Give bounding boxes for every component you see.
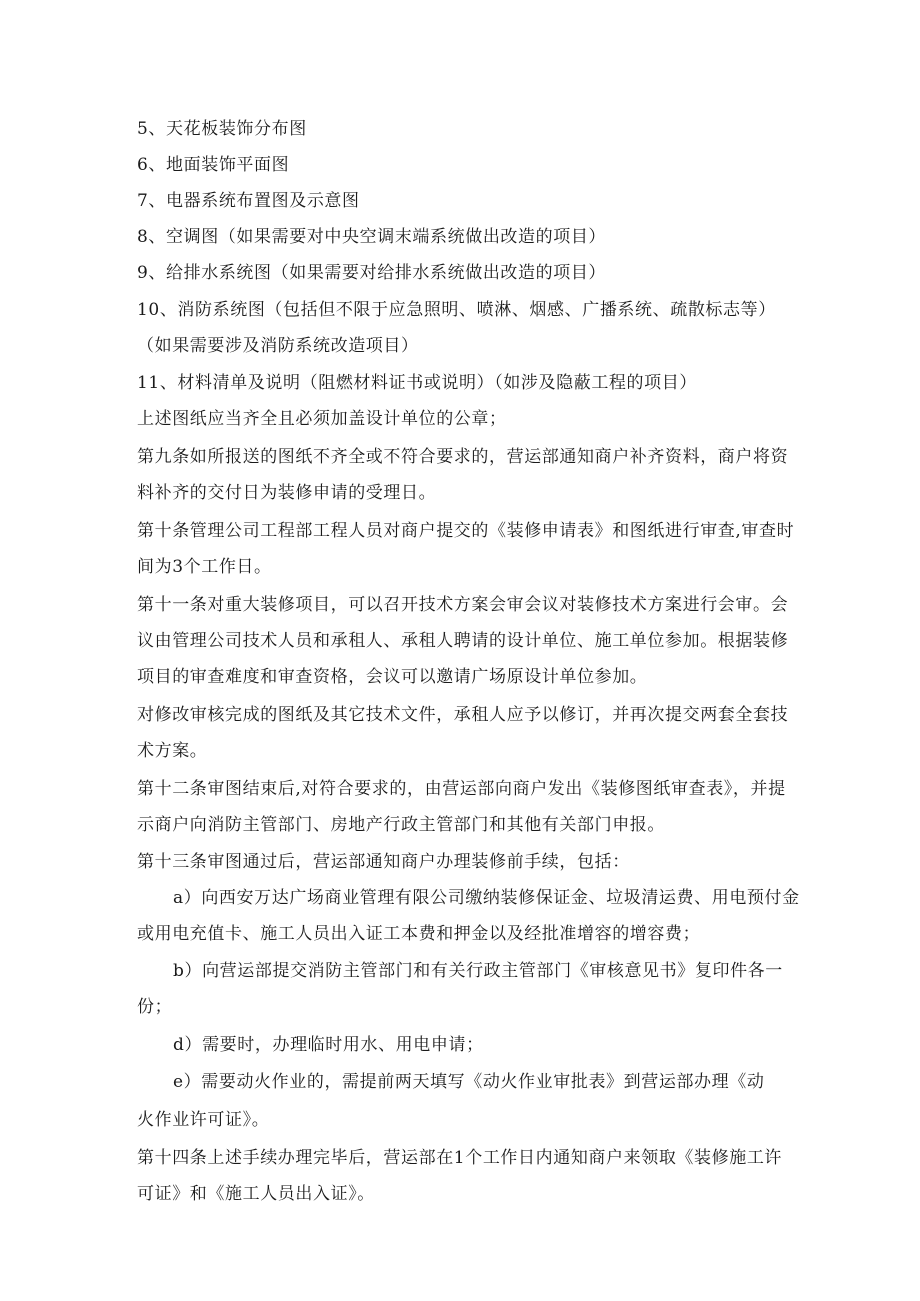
article-14-line-1: 第十四条上述手续办理完毕后，营运部在1个工作日内通知商户来领取《装修施工许 — [137, 1148, 783, 1168]
item-e-line-1: e）需要动火作业的，需提前两天填写《动火作业审批表》到营运部办理《动 — [173, 1072, 765, 1092]
list-item-ceiling-plan: 5、天花板装饰分布图 — [137, 119, 307, 139]
list-item-fire-system-plan: 10、消防系统图（包括但不限于应急照明、喷淋、烟感、广播系统、疏散标志等） — [137, 300, 776, 320]
list-item-fire-system-note: （如果需要涉及消防系统改造项目） — [137, 336, 419, 356]
article-9-line-1: 第九条如所报送的图纸不齐全或不符合要求的，营运部通知商户补齐资料，商户将资 — [137, 447, 789, 467]
article-11-line-3: 项目的审查难度和审查资格，会议可以邀请广场原设计单位参加。 — [137, 667, 648, 687]
article-12-line-1: 第十二条审图结束后,对符合要求的，由营运部向商户发出《装修图纸审查表》，并提 — [137, 779, 786, 799]
item-a-line-1: a）向西安万达广场商业管理有限公司缴纳装修保证金、垃圾清运费、用电预付金 — [173, 888, 800, 908]
item-b-line-1: b）向营运部提交消防主管部门和有关行政主管部门《审核意见书》复印件各一 — [173, 961, 783, 981]
list-item-hvac-plan: 8、空调图（如果需要对中央空调末端系统做出改造的项目） — [137, 227, 607, 247]
list-item-plumbing-plan: 9、给排水系统图（如果需要对给排水系统做出改造的项目） — [137, 263, 607, 283]
article-10-line-2: 间为3个工作日。 — [137, 557, 272, 577]
list-item-floor-plan: 6、地面装饰平面图 — [137, 155, 290, 175]
item-a-line-2: 或用电充值卡、施工人员出入证工本费和押金以及经批准增容的增容费； — [137, 924, 701, 944]
article-12-line-2: 示商户向消防主管部门、房地产行政主管部门和其他有关部门申报。 — [137, 815, 665, 835]
item-b-line-2: 份； — [137, 997, 173, 1017]
article-11-line-1: 第十一条对重大装修项目，可以召开技术方案会审会议对装修技术方案进行会审。会 — [137, 595, 789, 615]
article-11-line-2: 议由管理公司技术人员和承租人、承租人聘请的设计单位、施工单位参加。根据装修 — [137, 631, 789, 651]
list-item-materials: 11、材料清单及说明（阻燃材料证书或说明）（如涉及隐蔽工程的项目） — [137, 373, 697, 393]
list-item-electrical-plan: 7、电器系统布置图及示意图 — [137, 191, 360, 211]
article-14-line-2: 可证》和《施工人员出入证》。 — [137, 1184, 375, 1204]
article-13-line-1: 第十三条审图通过后，营运部通知商户办理装修前手续，包括： — [137, 852, 630, 872]
item-e-line-2: 火作业许可证》。 — [137, 1110, 270, 1130]
article-10-line-1: 第十条管理公司工程部工程人员对商户提交的《装修申请表》和图纸进行审查,审查时 — [137, 521, 795, 541]
paragraph-line: 上述图纸应当齐全且必须加盖设计单位的公章； — [137, 409, 507, 429]
revision-line-1: 对修改审核完成的图纸及其它技术文件，承租人应予以修订，并再次提交两套全套技 — [137, 705, 789, 725]
revision-line-2: 术方案。 — [137, 741, 208, 761]
article-9-line-2: 料补齐的交付日为装修申请的受理日。 — [137, 483, 437, 503]
item-d-line: d）需要时，办理临时用水、用电申请； — [173, 1035, 484, 1055]
